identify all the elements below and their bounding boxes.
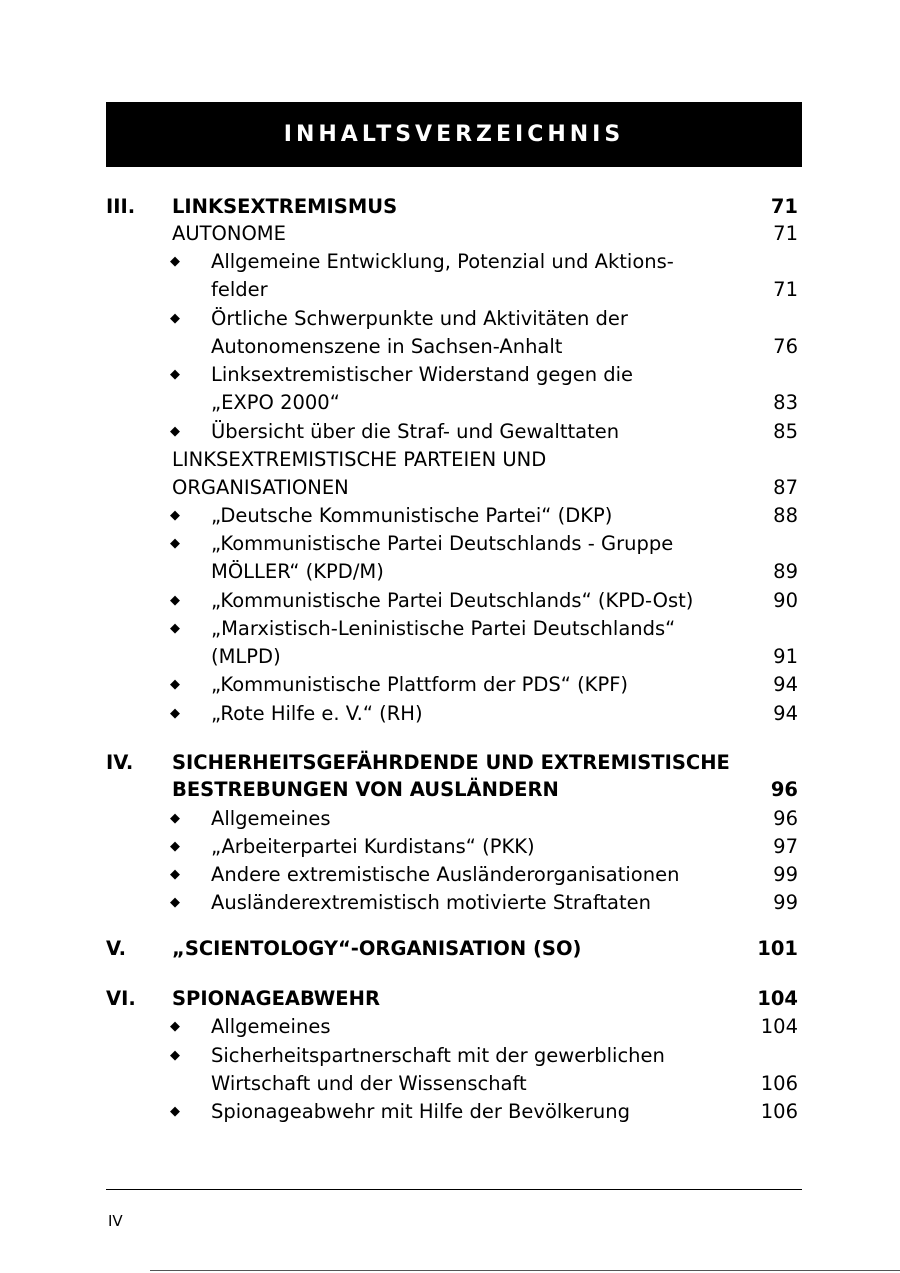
entry-title: „SCIENTOLOGY“-ORGANISATION (SO) — [172, 937, 582, 960]
entry-title: Übersicht über die Straf- und Gewalttaten — [211, 420, 620, 443]
page-reference: 91 — [773, 645, 798, 668]
diamond-bullet-icon: ◆ — [170, 311, 180, 326]
diamond-bullet-icon: ◆ — [170, 895, 180, 910]
entry-title: MÖLLER“ (KPD/M) — [211, 560, 384, 583]
entry-title: „Kommunistische Partei Deutschlands“ (KPD-Ost) — [211, 589, 694, 612]
entry-title: Allgemeines — [211, 1015, 331, 1038]
page-reference: 71 — [773, 278, 798, 301]
entry-title: Linksextremistischer Widerstand gegen die — [211, 363, 634, 386]
page-reference: 87 — [773, 476, 798, 499]
toc-entry — [0, 276, 900, 304]
page-reference: 76 — [773, 335, 798, 358]
entry-title: (MLPD) — [211, 645, 281, 668]
footer-rule — [106, 1189, 802, 1190]
scan-edge-line — [150, 1270, 900, 1271]
page-reference: 85 — [773, 420, 798, 443]
diamond-bullet-icon: ◆ — [170, 677, 180, 692]
entry-title: Ausländerextremistisch motivierte Straftaten — [211, 891, 651, 914]
diamond-bullet-icon: ◆ — [170, 1104, 180, 1119]
diamond-bullet-icon: ◆ — [170, 1048, 180, 1063]
toc-entry — [0, 333, 900, 361]
toc-entry — [0, 418, 900, 446]
entry-title: Autonomenszene in Sachsen-Anhalt — [211, 335, 563, 358]
page-reference: 88 — [773, 504, 798, 527]
toc-entry — [0, 558, 900, 586]
toc-entry — [0, 700, 900, 728]
page-reference: 99 — [773, 863, 798, 886]
diamond-bullet-icon: ◆ — [170, 839, 180, 854]
entry-title: Sicherheitspartnerschaft mit der gewerblichen — [211, 1044, 665, 1067]
entry-title: Örtliche Schwerpunkte und Aktivitäten der — [211, 307, 628, 330]
entry-title: SPIONAGEABWEHR — [172, 987, 380, 1010]
entry-title: Allgemeines — [211, 807, 331, 830]
entry-title: LINKSEXTREMISTISCHE PARTEIEN UND — [172, 448, 547, 471]
diamond-bullet-icon: ◆ — [170, 593, 180, 608]
toc-entry — [0, 671, 900, 699]
toc-entry — [0, 474, 900, 502]
toc-entry — [0, 389, 900, 417]
page-reference: 97 — [773, 835, 798, 858]
toc-entry — [0, 1070, 900, 1098]
entry-title: Andere extremistische Ausländerorganisationen — [211, 863, 680, 886]
toc-entry — [0, 587, 900, 615]
toc-entry — [0, 193, 900, 221]
page-reference: 104 — [760, 1015, 798, 1038]
diamond-bullet-icon: ◆ — [170, 508, 180, 523]
diamond-bullet-icon: ◆ — [170, 254, 180, 269]
chapter-number: VI. — [106, 987, 136, 1010]
toc-entry — [0, 1042, 900, 1070]
entry-title: SICHERHEITSGEFÄHRDENDE UND EXTREMISTISCHE — [172, 751, 730, 774]
toc-entry — [0, 833, 900, 861]
diamond-bullet-icon: ◆ — [170, 536, 180, 551]
page-reference: 96 — [773, 807, 798, 830]
diamond-bullet-icon: ◆ — [170, 1019, 180, 1034]
entry-title: „Kommunistische Plattform der PDS“ (KPF) — [211, 673, 629, 696]
entry-title: AUTONOME — [172, 222, 286, 245]
toc-entry — [0, 805, 900, 833]
entry-title: Spionageabwehr mit Hilfe der Bevölkerung — [211, 1100, 631, 1123]
page-reference: 83 — [773, 391, 798, 414]
entry-title: ORGANISATIONEN — [172, 476, 349, 499]
toc-entry — [0, 861, 900, 889]
entry-title: „Marxistisch-Leninistische Partei Deutschlands“ — [211, 617, 676, 640]
page-reference: 106 — [760, 1100, 798, 1123]
toc-entry — [0, 935, 900, 963]
page-reference: 89 — [773, 560, 798, 583]
toc-entry — [0, 305, 900, 333]
page-reference: 71 — [773, 222, 798, 245]
diamond-bullet-icon: ◆ — [170, 424, 180, 439]
chapter-number: V. — [106, 937, 126, 960]
chapter-number: III. — [106, 195, 136, 218]
page-reference: 94 — [773, 702, 798, 725]
page-reference: 71 — [770, 195, 798, 218]
toc-entry — [0, 220, 900, 248]
entry-title: „Kommunistische Partei Deutschlands - Gruppe — [211, 532, 674, 555]
toc-entry — [0, 248, 900, 276]
diamond-bullet-icon: ◆ — [170, 867, 180, 882]
diamond-bullet-icon: ◆ — [170, 367, 180, 382]
toc-entry — [0, 643, 900, 671]
toc-entry — [0, 502, 900, 530]
entry-title: BESTREBUNGEN VON AUSLÄNDERN — [172, 778, 559, 801]
entry-title: Allgemeine Entwicklung, Potenzial und Aktions- — [211, 250, 674, 273]
footer-page-number: IV — [108, 1212, 123, 1230]
entry-title: „EXPO 2000“ — [211, 391, 340, 414]
diamond-bullet-icon: ◆ — [170, 621, 180, 636]
toc-entry — [0, 985, 900, 1013]
page-title: INHALTSVERZEICHNIS — [283, 122, 625, 147]
diamond-bullet-icon: ◆ — [170, 811, 180, 826]
toc-entry — [0, 1013, 900, 1041]
toc-entry — [0, 889, 900, 917]
entry-title: felder — [211, 278, 268, 301]
page-reference: 99 — [773, 891, 798, 914]
toc-entry — [0, 1098, 900, 1126]
page-reference: 106 — [760, 1072, 798, 1095]
entry-title: „Arbeiterpartei Kurdistans“ (PKK) — [211, 835, 535, 858]
page-reference: 90 — [773, 589, 798, 612]
page-reference: 94 — [773, 673, 798, 696]
entry-title: LINKSEXTREMISMUS — [172, 195, 398, 218]
toc-entry — [0, 776, 900, 804]
page-reference: 101 — [757, 937, 798, 960]
toc-entry — [0, 615, 900, 643]
toc-entry — [0, 530, 900, 558]
toc-entry — [0, 749, 900, 777]
entry-title: Wirtschaft und der Wissenschaft — [211, 1072, 527, 1095]
page-reference: 96 — [770, 778, 798, 801]
diamond-bullet-icon: ◆ — [170, 706, 180, 721]
entry-title: „Deutsche Kommunistische Partei“ (DKP) — [211, 504, 613, 527]
entry-title: „Rote Hilfe e. V.“ (RH) — [211, 702, 423, 725]
page-reference: 104 — [757, 987, 798, 1010]
toc-entry — [0, 446, 900, 474]
chapter-number: IV. — [106, 751, 134, 774]
toc-entry — [0, 361, 900, 389]
